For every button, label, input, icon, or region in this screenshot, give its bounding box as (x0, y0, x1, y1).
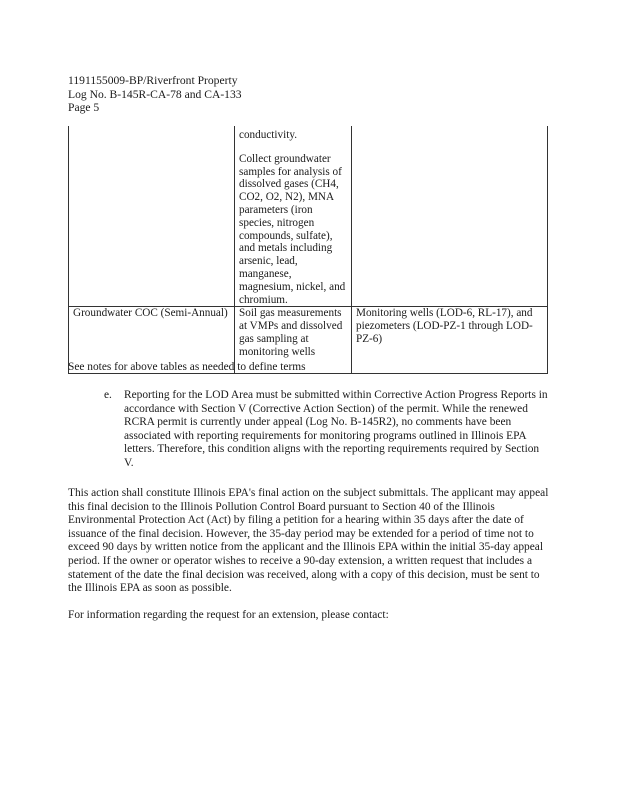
table-row (69, 126, 548, 307)
table-cell: Monitoring wells (LOD-6, RL-17), and piezometers (LOD-PZ-1 through LOD-PZ-6) (352, 307, 548, 374)
contact-paragraph: For information regarding the request for an extension, please contact: (68, 609, 389, 621)
list-item-label: e. (104, 389, 112, 401)
table-cell (69, 126, 235, 307)
final-action-paragraph: This action shall constitute Illinois EPA's final action on the subject submittals. The applicant may appeal this final decision to the Illinois Pollution Control Board pursuant to Section 40 of the Illinois Environmental Protection Act (Act) by filing a petition for a hearing within 35 days after the date of issuance of the final decision. However, the 35-day period may be extended for a period of time not to exceed 90 days by written notice from the applicant and the Illinois EPA within the initial 35-day appeal period. If the owner or operator wishes to receive a 90-day extension, a written request that includes a statement of the date the final decision was received, along with a copy of this decision, must be sent to the Illinois EPA as soon as possible. (68, 487, 549, 595)
header-log-line: Log No. B-145R-CA-78 and CA-133 (68, 87, 242, 101)
table-cell (235, 126, 352, 307)
cell-text: conductivity. (239, 129, 297, 141)
monitoring-table (68, 126, 548, 374)
list-item-text: Reporting for the LOD Area must be submitted within Corrective Action Progress Reports in accordance with Section V (Corrective Action Section) of the permit. While the renewed RCRA permit is currently under appeal (Log No. B-145R2), no comments have been associated with reporting requirements for monitoring programs outlined in Illinois EPA letters. Therefore, this condition aligns with the reporting requirements required by Section V. (124, 389, 548, 469)
header-page-number: Page 5 (68, 101, 100, 114)
header-project-line: 1191155009-BP/Riverfront Property (68, 74, 238, 87)
table-note: See notes for above tables as needed to define terms (68, 361, 306, 373)
table-cell: Soil gas measurements at VMPs and dissolved gas sampling at monitoring wells (235, 307, 352, 374)
table-cell: Groundwater COC (Semi-Annual) (69, 307, 235, 374)
page-header (68, 74, 242, 115)
table-cell (352, 126, 548, 307)
list-item (104, 389, 549, 471)
cell-text: Collect groundwater samples for analysis of dissolved gases (CH4, CO2, O2, N2), MNA parameters (iron species, nitrogen compounds, sulfate), and metals including arsenic, lead, manganese, magnesium, nickel, and chromium. (239, 152, 346, 306)
